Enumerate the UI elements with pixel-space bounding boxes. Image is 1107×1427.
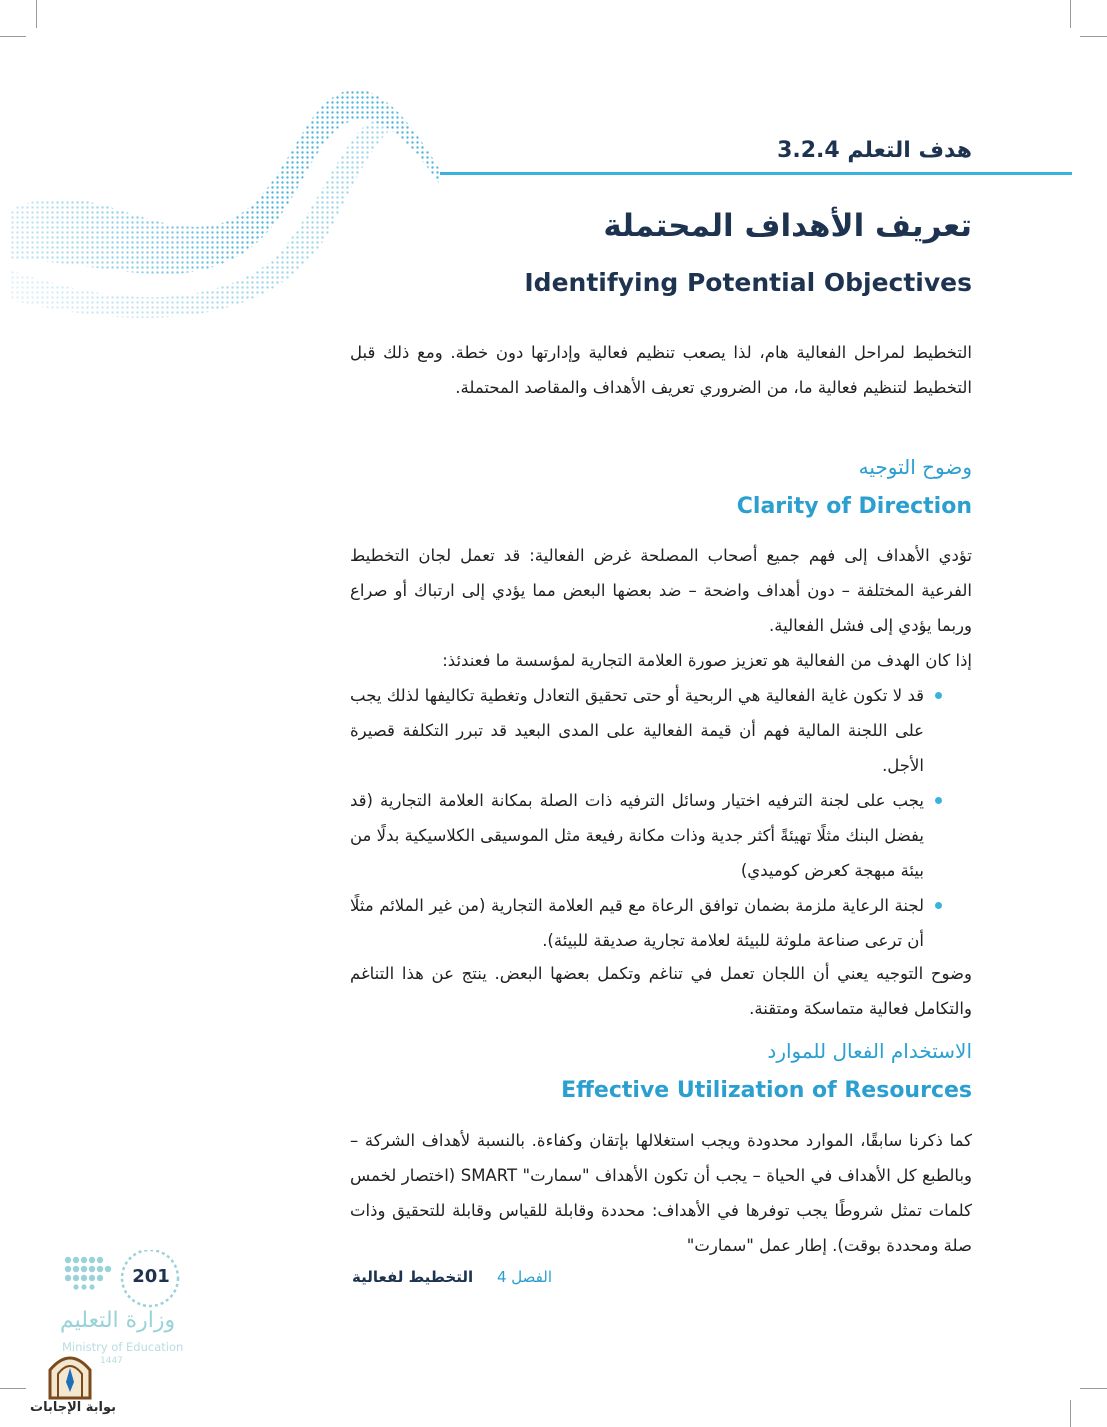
crop-mark <box>1070 0 1071 28</box>
ministry-name-english: Ministry of Education <box>62 1340 184 1354</box>
chapter-label: الفصل 4 <box>496 1268 552 1286</box>
ministry-year: 1447 <box>100 1356 123 1366</box>
crop-mark <box>0 1388 26 1389</box>
decorative-wave <box>0 60 440 340</box>
section-paragraph: تؤدي الأهداف إلى فهم جميع أصحاب المصلحة غرض الفعالية: قد تعمل لجان التخطيط الفرعية المختلفة – دون أهداف واضحة – ضد بعضها البعض مما يؤدي إلى ارتباك أو صراع وربما يؤدي إلى فشل الفعالية. <box>350 546 972 635</box>
watermark-logo-icon <box>44 1348 96 1400</box>
page-number: 201 <box>132 1266 170 1287</box>
section-paragraph: كما ذكرنا سابقًا، الموارد محدودة ويجب استغلالها بإتقان وكفاءة. بالنسبة لأهداف الشركة – وبالطبع كل الأهداف في الحياة – يجب أن تكون الأهداف "سمارت" SMART (اختصار لخمس كلمات تمثل شروطًا يجب توفرها في الأهداف: محددة وقابلة للقياس وقابلة للتحقيق وذات صلة ومحددة بوقت). إطار عمل "سمارت" <box>350 1131 973 1255</box>
page-title-arabic: تعريف الأهداف المحتملة <box>603 208 972 244</box>
section-heading-arabic: الاستخدام الفعال للموارد <box>767 1039 972 1063</box>
list-item-text: يجب على لجنة الترفيه اختيار وسائل الترفيه ذات الصلة بمكانة العلامة التجارية (قد يفضل البنك مثلًا تهيئةً أكثر جدية وذات مكانة رفيعة مثل الموسيقى الكلاسيكية بدلًا من بيئة مبهجة كعرض كوميدي) <box>350 791 924 880</box>
crop-mark <box>1070 1400 1071 1427</box>
page-title-english: Identifying Potential Objectives <box>524 268 972 297</box>
watermark-text: بوابة الإجابات <box>30 1400 116 1415</box>
list-item <box>350 678 972 783</box>
bullet-intro-line: إذا كان الهدف من الفعالية هو تعزيز صورة العلامة التجارية لمؤسسة ما فعندئذ: <box>442 651 972 670</box>
list-item-text: قد لا تكون غاية الفعالية هي الربحية أو حتى تحقيق التعادل وتغطية تكاليفها لذلك يجب على اللجنة المالية فهم أن قيمة الفعالية على المدى البعيد قد تبرر التكلفة قصيرة الأجل. <box>350 686 924 775</box>
header-rule <box>440 172 1072 175</box>
crop-mark <box>1080 1388 1107 1389</box>
section-paragraph: وضوح التوجيه يعني أن اللجان تعمل في تناغم وتكمل بعضها البعض. ينتج عن هذا التناغم والتكامل فعالية متماسكة ومتقنة. <box>350 964 972 1018</box>
section-heading-arabic: وضوح التوجيه <box>858 455 972 479</box>
list-item-text: لجنة الرعاية ملزمة بضمان توافق الرعاة مع قيم العلامة التجارية (من غير الملائم مثلًا أن ترعى صناعة ملوثة للبيئة لعلامة تجارية صديقة للبيئة). <box>350 896 924 950</box>
crop-mark <box>0 36 26 37</box>
crop-mark <box>36 0 37 28</box>
section-heading-english: Effective Utilization of Resources <box>561 1078 972 1103</box>
section-heading-english: Clarity of Direction <box>736 494 972 519</box>
bullet-icon <box>935 902 942 909</box>
bullet-icon <box>935 692 942 699</box>
learning-objective-label: هدف التعلم 3.2.4 <box>777 138 972 163</box>
ministry-name-arabic: وزارة التعليم <box>60 1308 176 1333</box>
intro-paragraph: التخطيط لمراحل الفعالية هام، لذا يصعب تنظيم فعالية وإدارتها دون خطة. ومع ذلك قبل التخطيط لتنظيم فعالية ما، من الضروري تعريف الأهداف والمقاصد المحتملة. <box>350 343 972 397</box>
bullet-icon <box>935 797 942 804</box>
crop-mark <box>1080 36 1107 37</box>
footer-chapter <box>352 1268 552 1286</box>
bullet-list <box>350 678 972 958</box>
list-item <box>350 783 972 888</box>
chapter-separator <box>478 1268 492 1286</box>
chapter-title: التخطيط لفعالية <box>352 1268 474 1286</box>
list-item <box>350 888 972 958</box>
